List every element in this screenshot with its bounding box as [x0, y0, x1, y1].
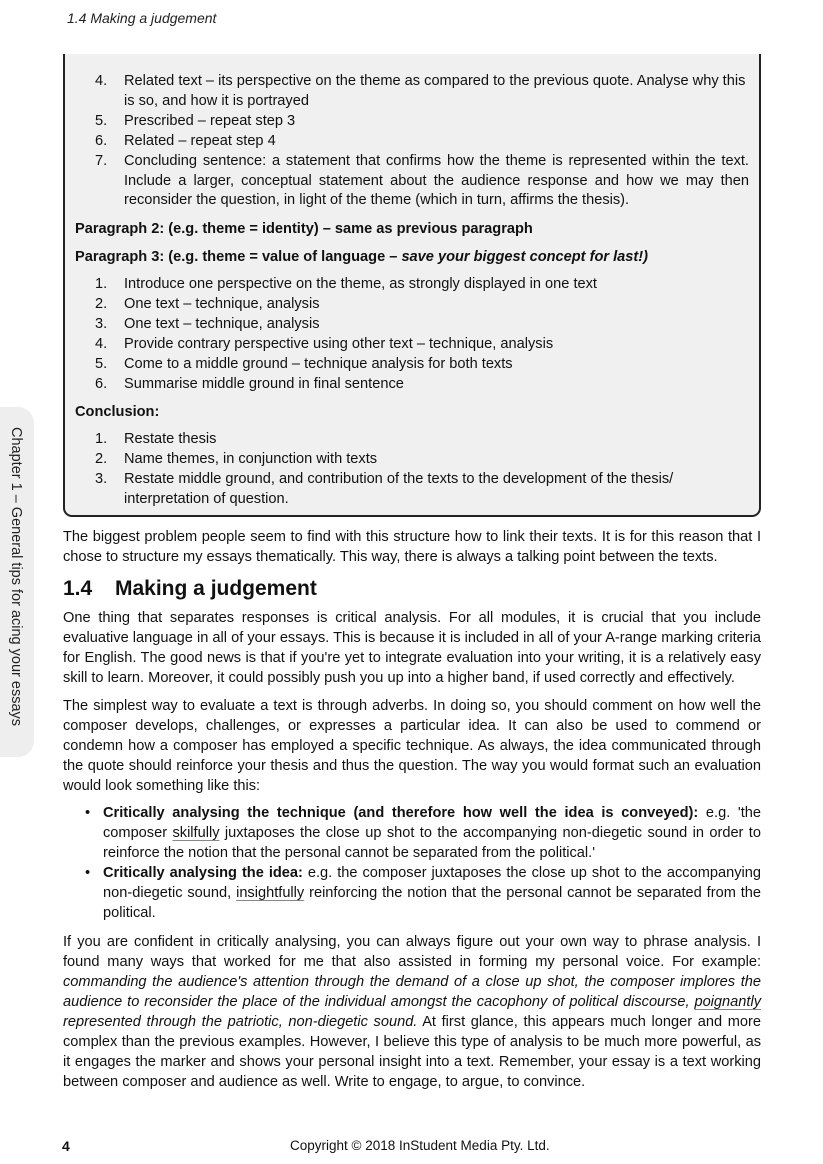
- list-item: 3. One text – technique, analysis: [95, 316, 320, 333]
- paragraph3-steps: [95, 275, 749, 394]
- closing-paragraph: If you are confident in critically analysing, you can always figure out your own way to phrase analysis. I found many ways that worked for me that also assisted in forming my personal voice. For example: commanding the audience's attention through the demand of a close up shot, the composer implores the audience to reconsider the place of the individual amongst the cacophony of political discourse, poignantly represented through the patriotic, non-diegetic sound. At first glance, this appears much longer and more complex than the previous examples. However, I believe this type of analysis to be much more powerful, as it engages the marker and shows your personal insight into a text. Remember, your essay is a text working between composer and audience as well. Write to engage, to argue, to convince.: [63, 934, 761, 1090]
- list-item: 4. Related text – its perspective on the theme as compared to the previous quote. Analyse why this is so, and how it is portrayed: [95, 73, 746, 109]
- list-item: 3. Restate middle ground, and contribution of the texts to the development of the thesis/ interpretation of question.: [95, 470, 674, 507]
- body-paragraph-2-block: [63, 696, 761, 796]
- section-title: Making a judgement: [115, 577, 317, 600]
- bullet-icon: •: [85, 865, 91, 881]
- closing-paragraph-block: [63, 932, 761, 1092]
- essay-structure-box: [63, 54, 761, 517]
- running-head: 1.4 Making a judgement: [67, 10, 217, 26]
- list-item: 5. Come to a middle ground – technique analysis for both texts: [95, 355, 513, 372]
- list-item: • Critically analysing the technique (and therefore how well the idea is conveyed): e.g. 'the composer skilfully juxtaposes the close up shot to the accompanying non-diegetic sound in order to reinforce the notion that the personal cannot be separated from the political.': [85, 805, 761, 861]
- list-item: 7. Concluding sentence: a statement that confirms how the theme is represented within the text. Include a larger, conceptual statement about the audience response and how we may then reconsider the question, in light of the theme (which in turn, affirms the thesis).: [95, 152, 749, 209]
- conclusion-steps: [95, 430, 749, 510]
- list-item: 2. One text – technique, analysis: [95, 296, 320, 313]
- paragraph1-steps: [95, 72, 749, 211]
- intro-paragraph: The biggest problem people seem to find with this structure how to link their texts. It is for this reason that I chose to structure my essays thematically. This way, there is always a talking point between the texts.: [63, 529, 761, 565]
- intro-paragraph-block: [63, 527, 761, 567]
- chapter-tab-label: Chapter 1 – General tips for acing your essays: [8, 427, 24, 727]
- list-item: 1. Introduce one perspective on the theme, as strongly displayed in one text: [95, 276, 597, 293]
- paragraph2-heading: Paragraph 2: (e.g. theme = identity) – same as previous paragraph: [75, 221, 533, 238]
- section-heading: [63, 577, 317, 601]
- body-paragraph-1: One thing that separates responses is critical analysis. For all modules, it is crucial that you include evaluative language in all of your essays. This is because it is included in all of your A-range marking criteria for English. The good news is that if you're yet to integrate evaluation into your writing, it is a relatively easy skill to learn. Moreover, it could possibly push you up into a higher band, if used correctly and effectively.: [63, 610, 761, 686]
- copyright-notice: Copyright © 2018 InStudent Media Pty. Ltd.: [290, 1138, 550, 1153]
- body-paragraph-2: The simplest way to evaluate a text is through adverbs. In doing so, you should comment on how well the composer develops, challenges, or expresses a particular idea. It can also be used to commend or condemn how a composer has employed a specific technique. As always, the idea communicated through the quote should reinforce your thesis and thus the question. The way you would format such an evaluation would look something like this:: [63, 698, 761, 794]
- paragraph3-heading: Paragraph 3: (e.g. theme = value of language – save your biggest concept for last!): [75, 249, 648, 266]
- list-item: 5. Prescribed – repeat step 3: [95, 112, 296, 129]
- body-paragraph-1-block: [63, 608, 761, 688]
- conclusion-heading: Conclusion:: [75, 403, 160, 420]
- bullets-block: [63, 803, 761, 923]
- page-number: 4: [62, 1138, 70, 1154]
- list-item: 1. Restate thesis: [95, 430, 217, 447]
- bullet-icon: •: [85, 805, 91, 821]
- list-item: 4. Provide contrary perspective using other text – technique, analysis: [95, 336, 554, 353]
- chapter-side-tab: [0, 407, 34, 757]
- bullet-list: [85, 803, 761, 923]
- list-item: • Critically analysing the idea: e.g. the composer juxtaposes the close up shot to the accompanying non-diegetic sound, insightfully reinforcing the notion that the personal cannot be separated from the political.: [85, 865, 762, 921]
- list-item: 6. Related – repeat step 4: [95, 132, 276, 149]
- list-item: 6. Summarise middle ground in final sentence: [95, 375, 404, 392]
- list-item: 2. Name themes, in conjunction with texts: [95, 450, 378, 467]
- section-number: 1.4: [63, 577, 93, 600]
